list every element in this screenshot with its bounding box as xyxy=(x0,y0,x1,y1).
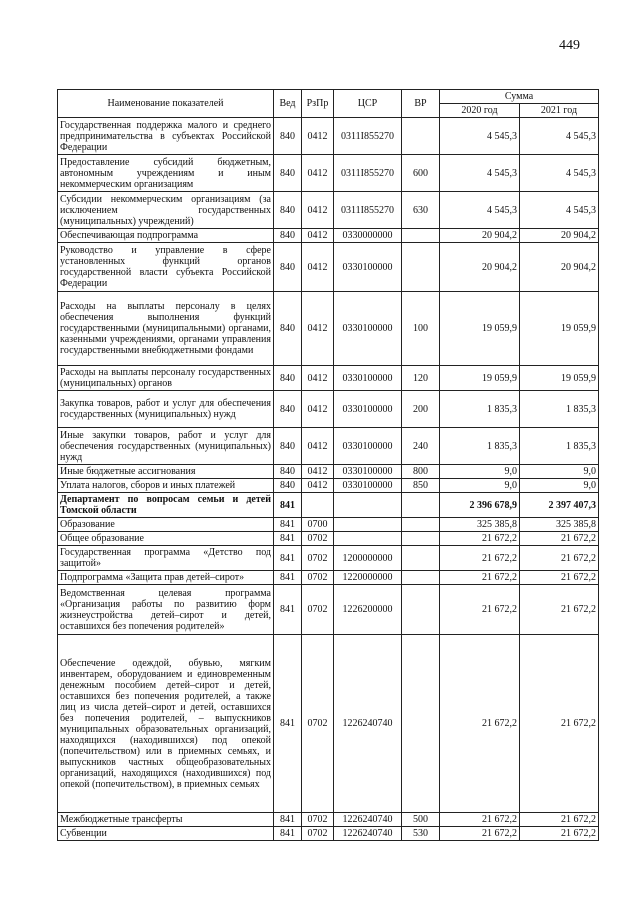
cell-rzpr: 0702 xyxy=(302,571,334,585)
cell-y2021: 4 545,3 xyxy=(520,192,599,229)
table-row xyxy=(58,118,599,155)
header-vr: ВР xyxy=(402,90,440,118)
cell-csr: 0330100000 xyxy=(334,292,402,366)
header-2020: 2020 год xyxy=(440,104,520,118)
cell-y2020: 21 672,2 xyxy=(440,585,520,635)
cell-ved: 840 xyxy=(274,155,302,192)
cell-csr: 0330100000 xyxy=(334,243,402,292)
table-row xyxy=(58,813,599,827)
cell-vr xyxy=(402,585,440,635)
cell-ved: 840 xyxy=(274,479,302,493)
cell-vr: 100 xyxy=(402,292,440,366)
cell-y2021: 9,0 xyxy=(520,465,599,479)
cell-name: Уплата налогов, сборов и иных платежей xyxy=(58,479,274,493)
cell-name: Руководство и управление в сфере установленных функций органов государственной власти субъекта Российской Федерации xyxy=(58,243,274,292)
cell-csr: 1226240740 xyxy=(334,635,402,813)
cell-y2021: 19 059,9 xyxy=(520,366,599,391)
page-number: 449 xyxy=(559,38,580,53)
cell-name: Ведомственная целевая программа «Организация работы по развитию форм жизнеустройства детей–сирот и детей, оставшихся без попечения родителей» xyxy=(58,585,274,635)
cell-name: Межбюджетные трансферты xyxy=(58,813,274,827)
cell-y2020: 4 545,3 xyxy=(440,192,520,229)
table-row xyxy=(58,428,599,465)
cell-y2021: 21 672,2 xyxy=(520,827,599,841)
cell-ved: 841 xyxy=(274,571,302,585)
table-row xyxy=(58,292,599,366)
cell-ved: 840 xyxy=(274,366,302,391)
cell-y2021: 21 672,2 xyxy=(520,813,599,827)
cell-vr: 800 xyxy=(402,465,440,479)
cell-rzpr: 0412 xyxy=(302,118,334,155)
cell-y2021: 21 672,2 xyxy=(520,635,599,813)
table-row xyxy=(58,229,599,243)
cell-csr: 1220000000 xyxy=(334,571,402,585)
cell-y2020: 19 059,9 xyxy=(440,292,520,366)
header-csr: ЦСР xyxy=(334,90,402,118)
cell-vr: 200 xyxy=(402,391,440,428)
cell-csr xyxy=(334,493,402,518)
cell-y2020: 21 672,2 xyxy=(440,813,520,827)
cell-rzpr: 0412 xyxy=(302,479,334,493)
cell-y2021: 1 835,3 xyxy=(520,391,599,428)
cell-rzpr: 0412 xyxy=(302,229,334,243)
cell-rzpr: 0412 xyxy=(302,192,334,229)
cell-y2021: 325 385,8 xyxy=(520,518,599,532)
cell-vr xyxy=(402,635,440,813)
cell-y2020: 325 385,8 xyxy=(440,518,520,532)
cell-name: Обеспечение одеждой, обувью, мягким инвентарем, оборудованием и единовременным денежным пособием детей–сирот и детей, оставшихся без попечения родителей, а также лиц из числа детей–сирот и детей, оставшихся без попечения родителей, – выпускников муниципальных образовательных организаций, находящихся (находившихся) под опекой (попечительством) или в приемных семьях, и выпускников частных общеобразовательных организаций, находящихся (находившихся) под опекой (попечительством), в приемных семьях xyxy=(58,635,274,813)
cell-ved: 840 xyxy=(274,229,302,243)
cell-csr: 1226200000 xyxy=(334,585,402,635)
table-row xyxy=(58,635,599,813)
cell-y2021: 21 672,2 xyxy=(520,571,599,585)
cell-name: Иные закупки товаров, работ и услуг для обеспечения государственных (муниципальных) нужд xyxy=(58,428,274,465)
cell-y2020: 20 904,2 xyxy=(440,229,520,243)
table-row xyxy=(58,585,599,635)
cell-rzpr: 0412 xyxy=(302,243,334,292)
cell-csr: 1226240740 xyxy=(334,813,402,827)
cell-ved: 840 xyxy=(274,428,302,465)
cell-ved: 840 xyxy=(274,292,302,366)
cell-y2020: 4 545,3 xyxy=(440,155,520,192)
cell-csr: 0330000000 xyxy=(334,229,402,243)
cell-name: Предоставление субсидий бюджетным, автономным учреждениям и иным некоммерческим организациям xyxy=(58,155,274,192)
cell-vr: 850 xyxy=(402,479,440,493)
table-row xyxy=(58,571,599,585)
cell-y2020: 2 396 678,9 xyxy=(440,493,520,518)
cell-y2020: 9,0 xyxy=(440,465,520,479)
cell-vr: 530 xyxy=(402,827,440,841)
cell-name: Департамент по вопросам семьи и детей Томской области xyxy=(58,493,274,518)
cell-rzpr: 0702 xyxy=(302,827,334,841)
cell-rzpr: 0412 xyxy=(302,366,334,391)
cell-y2021: 4 545,3 xyxy=(520,155,599,192)
cell-y2021: 4 545,3 xyxy=(520,118,599,155)
cell-vr xyxy=(402,571,440,585)
cell-y2020: 21 672,2 xyxy=(440,571,520,585)
cell-name: Общее образование xyxy=(58,532,274,546)
cell-name: Государственная программа «Детство под защитой» xyxy=(58,546,274,571)
cell-ved: 841 xyxy=(274,585,302,635)
cell-rzpr: 0412 xyxy=(302,155,334,192)
cell-csr: 0330100000 xyxy=(334,479,402,493)
cell-rzpr: 0702 xyxy=(302,585,334,635)
table-row xyxy=(58,243,599,292)
table-row xyxy=(58,465,599,479)
cell-csr xyxy=(334,532,402,546)
cell-ved: 840 xyxy=(274,192,302,229)
cell-name: Расходы на выплаты персоналу государственных (муниципальных) органов xyxy=(58,366,274,391)
cell-rzpr: 0412 xyxy=(302,428,334,465)
cell-y2021: 1 835,3 xyxy=(520,428,599,465)
header-2021: 2021 год xyxy=(520,104,599,118)
cell-vr xyxy=(402,118,440,155)
cell-name: Подпрограмма «Защита прав детей–сирот» xyxy=(58,571,274,585)
table-row xyxy=(58,192,599,229)
cell-csr: 0330100000 xyxy=(334,428,402,465)
cell-name: Образование xyxy=(58,518,274,532)
cell-rzpr: 0412 xyxy=(302,292,334,366)
cell-csr: 0311I855270 xyxy=(334,192,402,229)
cell-y2020: 1 835,3 xyxy=(440,391,520,428)
cell-vr xyxy=(402,493,440,518)
cell-ved: 840 xyxy=(274,465,302,479)
cell-y2020: 19 059,9 xyxy=(440,366,520,391)
cell-y2020: 4 545,3 xyxy=(440,118,520,155)
cell-name: Субсидии некоммерческим организациям (за исключением государственных (муниципальных) учреждений) xyxy=(58,192,274,229)
cell-ved: 840 xyxy=(274,243,302,292)
cell-y2020: 21 672,2 xyxy=(440,827,520,841)
cell-y2020: 9,0 xyxy=(440,479,520,493)
cell-y2021: 21 672,2 xyxy=(520,532,599,546)
cell-y2021: 20 904,2 xyxy=(520,229,599,243)
cell-ved: 841 xyxy=(274,813,302,827)
cell-vr: 630 xyxy=(402,192,440,229)
cell-vr xyxy=(402,243,440,292)
cell-y2020: 20 904,2 xyxy=(440,243,520,292)
cell-y2020: 21 672,2 xyxy=(440,532,520,546)
cell-csr xyxy=(334,518,402,532)
cell-name: Государственная поддержка малого и среднего предпринимательства в субъектах Российской Федерации xyxy=(58,118,274,155)
cell-csr: 0330100000 xyxy=(334,391,402,428)
cell-y2021: 2 397 407,3 xyxy=(520,493,599,518)
table-row xyxy=(58,546,599,571)
cell-y2021: 19 059,9 xyxy=(520,292,599,366)
cell-ved: 841 xyxy=(274,546,302,571)
cell-rzpr: 0412 xyxy=(302,465,334,479)
cell-rzpr: 0700 xyxy=(302,518,334,532)
cell-ved: 841 xyxy=(274,635,302,813)
cell-rzpr: 0702 xyxy=(302,813,334,827)
cell-vr: 600 xyxy=(402,155,440,192)
cell-csr: 1200000000 xyxy=(334,546,402,571)
table-row xyxy=(58,366,599,391)
cell-vr: 500 xyxy=(402,813,440,827)
cell-rzpr xyxy=(302,493,334,518)
table-row xyxy=(58,532,599,546)
header-name: Наименование показателей xyxy=(58,90,274,118)
header-rzpr: РзПр xyxy=(302,90,334,118)
header-ved: Вед xyxy=(274,90,302,118)
cell-csr: 0311I855270 xyxy=(334,118,402,155)
cell-rzpr: 0702 xyxy=(302,546,334,571)
cell-y2021: 20 904,2 xyxy=(520,243,599,292)
cell-ved: 841 xyxy=(274,827,302,841)
cell-vr xyxy=(402,546,440,571)
cell-name: Расходы на выплаты персоналу в целях обеспечения выполнения функций государственными (муниципальными) органами, казенными учреждениями, органами управления государственными внебюджетными фондами xyxy=(58,292,274,366)
table-row xyxy=(58,391,599,428)
cell-csr: 0330100000 xyxy=(334,465,402,479)
header-sum: Сумма xyxy=(440,90,599,104)
cell-y2020: 21 672,2 xyxy=(440,546,520,571)
cell-ved: 841 xyxy=(274,493,302,518)
cell-ved: 840 xyxy=(274,118,302,155)
cell-vr: 120 xyxy=(402,366,440,391)
cell-name: Обеспечивающая подпрограмма xyxy=(58,229,274,243)
cell-rzpr: 0412 xyxy=(302,391,334,428)
cell-ved: 841 xyxy=(274,518,302,532)
cell-csr: 1226240740 xyxy=(334,827,402,841)
cell-name: Иные бюджетные ассигнования xyxy=(58,465,274,479)
cell-ved: 840 xyxy=(274,391,302,428)
cell-ved: 841 xyxy=(274,532,302,546)
cell-y2021: 9,0 xyxy=(520,479,599,493)
cell-csr: 0330100000 xyxy=(334,366,402,391)
table-row xyxy=(58,827,599,841)
table-row xyxy=(58,493,599,518)
cell-y2021: 21 672,2 xyxy=(520,585,599,635)
cell-name: Субвенции xyxy=(58,827,274,841)
cell-rzpr: 0702 xyxy=(302,635,334,813)
cell-vr: 240 xyxy=(402,428,440,465)
cell-y2020: 21 672,2 xyxy=(440,635,520,813)
cell-csr: 0311I855270 xyxy=(334,155,402,192)
cell-rzpr: 0702 xyxy=(302,532,334,546)
cell-vr xyxy=(402,229,440,243)
table-row xyxy=(58,155,599,192)
cell-vr xyxy=(402,518,440,532)
budget-table xyxy=(57,89,599,841)
cell-y2020: 1 835,3 xyxy=(440,428,520,465)
cell-vr xyxy=(402,532,440,546)
table-row xyxy=(58,479,599,493)
cell-y2021: 21 672,2 xyxy=(520,546,599,571)
table-row xyxy=(58,518,599,532)
cell-name: Закупка товаров, работ и услуг для обеспечения государственных (муниципальных) нужд xyxy=(58,391,274,428)
